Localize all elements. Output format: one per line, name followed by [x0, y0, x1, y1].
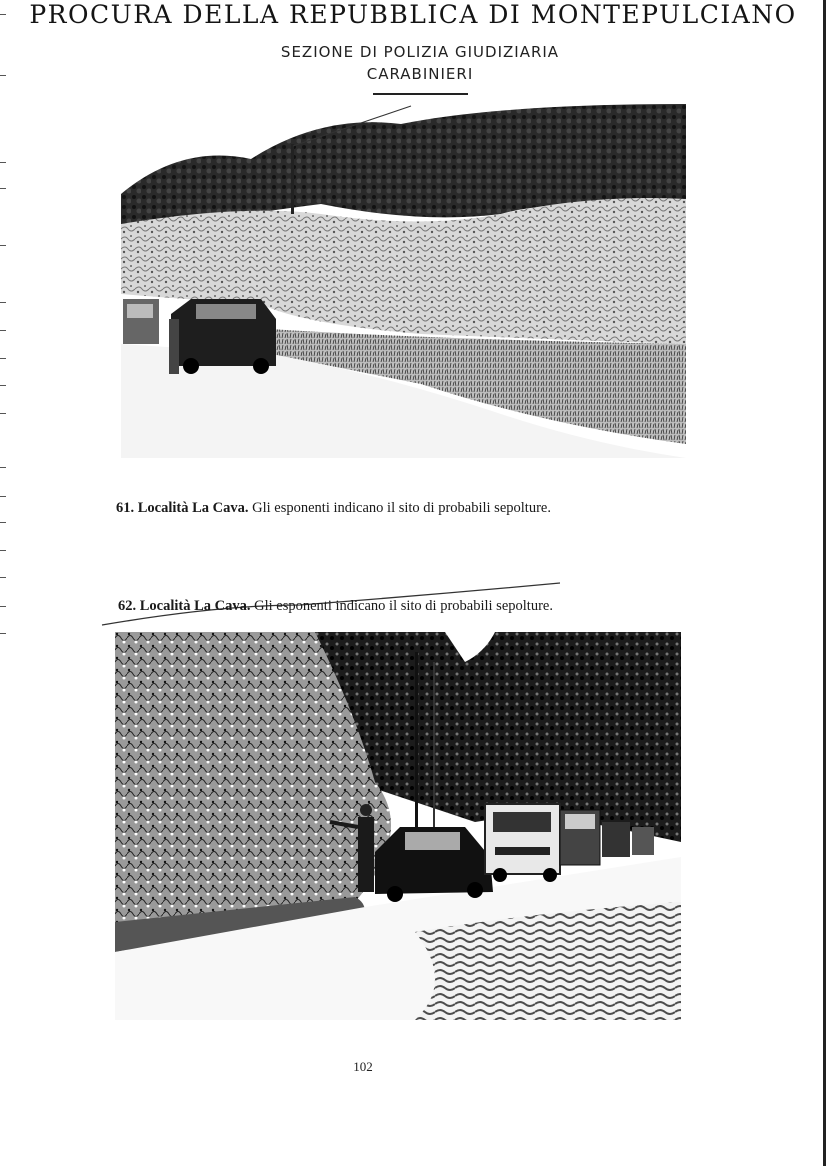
photo-62-number: 62.	[118, 598, 137, 614]
photo-62-caption	[118, 598, 553, 615]
photo-61-place: Località La Cava.	[137, 500, 249, 516]
margin-tick	[0, 188, 6, 189]
header-title: PROCURA DELLA REPUBBLICA DI MONTEPULCIANO	[29, 0, 797, 29]
margin-tick	[0, 633, 6, 634]
photo-61	[121, 104, 686, 458]
margin-tick	[0, 302, 6, 303]
margin-tick	[0, 358, 6, 359]
photo-61-caption-text: Gli esponenti indicano il sito di probabili sepolture.	[252, 500, 551, 516]
header-subtitle-section: SEZIONE DI POLIZIA GIUDIZIARIA	[280, 43, 560, 61]
margin-tick	[0, 14, 6, 15]
margin-tick	[0, 577, 6, 578]
margin-tick	[0, 75, 6, 76]
photo-62-place: Località La Cava.	[139, 598, 251, 614]
margin-tick	[0, 245, 6, 246]
margin-tick	[0, 606, 6, 607]
photo-62-caption-text: Gli esponenti indicano il sito di probabili sepolture.	[254, 598, 553, 614]
margin-tick	[0, 162, 6, 163]
margin-tick	[0, 467, 6, 468]
photo-62	[115, 632, 681, 1020]
margin-tick	[0, 550, 6, 551]
margin-tick	[0, 385, 6, 386]
margin-tick	[0, 330, 6, 331]
margin-tick	[0, 522, 6, 523]
header-underline	[373, 93, 468, 95]
margin-tick	[0, 496, 6, 497]
margin-tick	[0, 413, 6, 414]
page-number: 102	[353, 1059, 373, 1074]
photo-61-number: 61.	[116, 500, 135, 516]
header-subtitle-unit: CARABINIERI	[366, 65, 474, 83]
photo-61-caption	[116, 500, 551, 517]
